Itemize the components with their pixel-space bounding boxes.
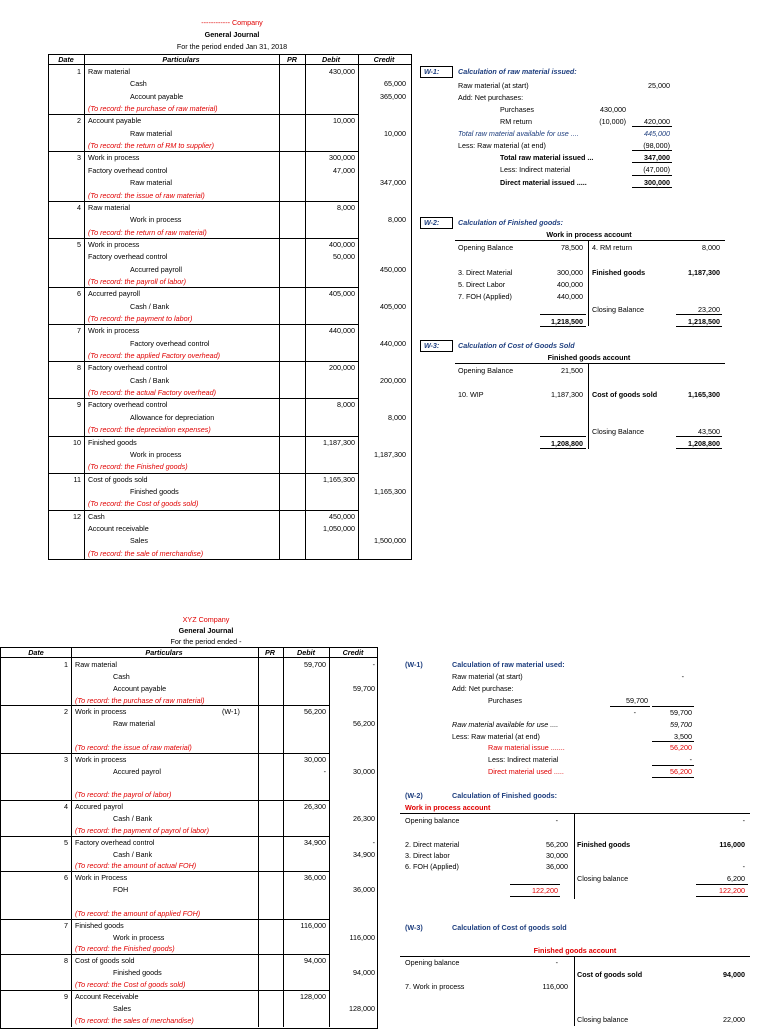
- entry-number: 6: [64, 873, 68, 882]
- debit-amount: 200,000: [329, 363, 355, 372]
- w1-label: Purchases: [500, 105, 534, 114]
- entry-number: 1: [64, 660, 68, 669]
- account-name: Cash / Bank: [130, 302, 170, 311]
- account-name: Work in process: [130, 450, 182, 459]
- account-name: Work in process: [75, 755, 127, 764]
- w1b-add: Add: Net purchase:: [452, 684, 514, 693]
- w1-title-2: Calculation of raw material used:: [452, 660, 565, 669]
- debit-amount: -: [323, 767, 326, 776]
- debit-amount: 8,000: [337, 203, 355, 212]
- account-name: Raw material: [75, 660, 117, 669]
- col-pr: PR: [287, 55, 297, 64]
- account-name: Account Receivable: [75, 992, 139, 1001]
- w3-tag: W-3:: [424, 341, 440, 350]
- entry-number: 5: [77, 240, 81, 249]
- w2-title-2: Calculation of Finished goods:: [452, 791, 558, 800]
- w2-total-left: 1,218,500: [551, 317, 583, 326]
- w1-value-b: (98,000): [643, 141, 670, 150]
- account-name: Sales: [130, 536, 148, 545]
- rule-line: [676, 448, 722, 449]
- rule-line: [48, 473, 359, 474]
- entry-number: 3: [64, 755, 68, 764]
- entry-number: 2: [77, 116, 81, 125]
- account-name: Account payable: [88, 116, 142, 125]
- w3-title: Calculation of Cost of Goods Sold: [458, 341, 575, 350]
- memo-line: (To record: the Finished goods): [75, 944, 175, 953]
- memo-line: (To record: the issue of raw material): [75, 743, 192, 752]
- w2-account-2: Work in process account: [405, 803, 491, 812]
- company-name: ------------ Company: [201, 18, 263, 27]
- credit-amount: 65,000: [384, 79, 406, 88]
- memo-line: (To record: the amount of actual FOH): [75, 861, 197, 870]
- w1b-direct: Direct material used .....: [488, 767, 564, 776]
- w2b-opening: Opening balance: [405, 816, 460, 825]
- w3b-closing-v: 22,000: [723, 1015, 745, 1024]
- w1b-net: 59,700: [670, 708, 692, 717]
- entry-number: 5: [64, 838, 68, 847]
- w2b-left-value: 30,000: [546, 851, 568, 860]
- journal-title-2: General Journal: [178, 626, 234, 635]
- journal-title: General Journal: [204, 30, 260, 39]
- memo-line: (To record: the Cost of goods sold): [75, 980, 186, 989]
- credit-amount: 8,000: [388, 413, 406, 422]
- w2b-left-label: 3. Direct labor: [405, 851, 450, 860]
- debit-amount: 56,200: [304, 707, 326, 716]
- memo-line: (To record: the depreciation expenses): [88, 425, 211, 434]
- account-name: FOH: [113, 885, 129, 894]
- memo-line: (To record: the Cost of goods sold): [88, 499, 199, 508]
- rule-line: [48, 201, 359, 202]
- rule-line: [48, 324, 359, 325]
- col-credit: Credit: [373, 55, 395, 64]
- w1-value-b: 445,000: [644, 129, 670, 138]
- credit-amount: 1,187,300: [374, 450, 406, 459]
- entry-number: 2: [64, 707, 68, 716]
- credit-amount: 128,000: [349, 1004, 375, 1013]
- rule-line: [632, 175, 672, 176]
- w2-right-value: 8,000: [702, 243, 720, 252]
- w3-tag-2: (W-3): [405, 923, 423, 932]
- w3-right-label: Closing Balance: [592, 427, 644, 436]
- rule-line: [676, 314, 722, 315]
- w2-right-value: 23,200: [698, 305, 720, 314]
- credit-amount: 347,000: [380, 178, 406, 187]
- entry-number: 1: [77, 67, 81, 76]
- rule-line: [0, 990, 330, 991]
- col-particulars-2: Particulars: [145, 648, 183, 657]
- entry-number: 12: [73, 512, 81, 521]
- w3-total-left: 1,208,800: [551, 439, 583, 448]
- w1b-less-ind-v: -: [689, 755, 692, 764]
- credit-amount: 8,000: [388, 215, 406, 224]
- account-name: Factory overhead control: [88, 166, 168, 175]
- rule-line: [48, 238, 359, 239]
- rule-line: [676, 436, 722, 437]
- credit-amount: 36,000: [353, 885, 375, 894]
- w2b-finished: Finished goods: [577, 840, 631, 849]
- memo-line: (To record: the amount of applied FOH): [75, 909, 201, 918]
- w2-left-value: 440,000: [557, 292, 583, 301]
- w2-account: Work in process account: [546, 230, 632, 239]
- account-name: Cash: [88, 512, 105, 521]
- rule-line: [48, 398, 359, 399]
- credit-amount: -: [372, 838, 375, 847]
- account-name: Account payable: [113, 684, 167, 693]
- w2-left-label: 7. FOH (Applied): [458, 292, 512, 301]
- w1b-less-ind: Less: Indirect material: [488, 755, 559, 764]
- w1-tag: W-1:: [424, 67, 440, 76]
- w3b-closing: Closing balance: [577, 1015, 629, 1024]
- account-name: Accurred payroll: [130, 265, 182, 274]
- w3-right-label: Cost of goods sold: [592, 390, 658, 399]
- period-2: For the period ended -: [170, 637, 242, 646]
- rule-line: [0, 871, 330, 872]
- account-name: Raw material: [130, 129, 172, 138]
- w1b-less-end: Less: Raw material (at end): [452, 732, 540, 741]
- debit-amount: 400,000: [329, 240, 355, 249]
- w1b-raw-start: Raw material (at start): [452, 672, 523, 681]
- memo-line: (To record: the payment to labor): [88, 314, 193, 323]
- w2b-total-right: 122,200: [719, 886, 745, 895]
- w2-left-value: 300,000: [557, 268, 583, 277]
- debit-amount: 430,000: [329, 67, 355, 76]
- memo-line: (To record: the applied Factory overhead): [88, 351, 220, 360]
- debit-amount: 50,000: [333, 252, 355, 261]
- account-name: Raw material: [130, 178, 172, 187]
- credit-amount: 405,000: [380, 302, 406, 311]
- w1b-purchases-v: 59,700: [626, 696, 648, 705]
- debit-amount: 30,000: [304, 755, 326, 764]
- w2-left-label: 3. Direct Material: [458, 268, 513, 277]
- w3-left-value: 21,500: [561, 366, 583, 375]
- memo-line: (To record: the Finished goods): [88, 462, 188, 471]
- w3-left-label: Opening Balance: [458, 366, 514, 375]
- w1-value-b: 347,000: [644, 153, 670, 162]
- rule-line: [0, 800, 330, 801]
- w1-value-b: (47,000): [643, 165, 670, 174]
- rule-line: [48, 361, 359, 362]
- entry-number: 11: [73, 475, 81, 484]
- rule-line: [48, 151, 359, 152]
- rule-line: [48, 114, 359, 115]
- account-name: Cost of goods sold: [88, 475, 148, 484]
- w3b-wip-v: 116,000: [542, 982, 568, 991]
- credit-amount: 1,500,000: [374, 536, 406, 545]
- debit-amount: 94,000: [304, 956, 326, 965]
- account-name: Work in process: [75, 707, 127, 716]
- account-name: Work in process: [88, 153, 140, 162]
- debit-amount: 59,700: [304, 660, 326, 669]
- debit-amount: 405,000: [329, 289, 355, 298]
- account-name: Account payable: [130, 92, 184, 101]
- w3b-cogs-v: 94,000: [723, 970, 745, 979]
- w1b-dash: -: [633, 708, 636, 717]
- account-name: Sales: [113, 1004, 131, 1013]
- w2b-opening-dash: -: [555, 816, 558, 825]
- account-name: Cost of goods sold: [75, 956, 135, 965]
- account-name: Allowance for depreciation: [130, 413, 215, 422]
- debit-amount: 8,000: [337, 400, 355, 409]
- entry-number: 3: [77, 153, 81, 162]
- w1-tag-2: (W-1): [405, 660, 423, 669]
- w2-left-value: 78,500: [561, 243, 583, 252]
- rule-line: [676, 326, 722, 327]
- account-name: Cash / Bank: [113, 850, 153, 859]
- w1b-purchases: Purchases: [488, 696, 522, 705]
- memo-line: (To record: the return of raw material): [88, 228, 207, 237]
- credit-amount: 94,000: [353, 968, 375, 977]
- w2b-dash2: -: [742, 862, 745, 871]
- w3-right-value: 43,500: [698, 427, 720, 436]
- account-name: Work in process: [130, 215, 182, 224]
- w1b-raw-start-v: -: [681, 672, 684, 681]
- debit-amount: 47,000: [333, 166, 355, 175]
- account-name: Finished goods: [130, 487, 179, 496]
- w3-title-2: Calculation of Cost of goods sold: [452, 923, 567, 932]
- account-name: Accurred payroll: [88, 289, 140, 298]
- working-ref: (W-1): [222, 707, 240, 716]
- col-date-2: Date: [28, 648, 44, 657]
- rule-line: [632, 187, 672, 188]
- account-name: Work in process: [113, 933, 165, 942]
- w3-left-value: 1,187,300: [551, 390, 583, 399]
- account-name: Accured payrol: [75, 802, 123, 811]
- entry-number: 4: [64, 802, 68, 811]
- credit-amount: 30,000: [353, 767, 375, 776]
- memo-line: (To record: the sale of merchandise): [88, 549, 204, 558]
- memo-line: (To record: the payment of payrol of labor): [75, 826, 209, 835]
- account-name: Factory overhead control: [88, 363, 168, 372]
- account-name: Finished goods: [75, 921, 124, 930]
- w3-right-value: 1,165,300: [688, 390, 720, 399]
- w3b-wip: 7. Work in process: [405, 982, 465, 991]
- memo-line: (To record: the payroll of labor): [88, 277, 187, 286]
- col-debit: Debit: [322, 55, 340, 64]
- credit-amount: 56,200: [353, 719, 375, 728]
- debit-amount: 34,900: [304, 838, 326, 847]
- credit-amount: 200,000: [380, 376, 406, 385]
- credit-amount: 1,165,300: [374, 487, 406, 496]
- col-date: Date: [58, 55, 74, 64]
- w1-label: RM return: [500, 117, 532, 126]
- w3b-cogs: Cost of goods sold: [577, 970, 643, 979]
- w2b-left-value: 56,200: [546, 840, 568, 849]
- w2-right-label: Finished goods: [592, 268, 646, 277]
- w1b-issue-v: 56,200: [670, 743, 692, 752]
- credit-amount: 440,000: [380, 339, 406, 348]
- w1b-issue: Raw material issue .......: [488, 743, 565, 752]
- account-name: Cash / Bank: [130, 376, 170, 385]
- company-name-2: XYZ Company: [182, 615, 230, 624]
- period: For the period ended Jan 31, 2018: [176, 42, 288, 51]
- credit-amount: -: [372, 660, 375, 669]
- account-name: Finished goods: [88, 438, 137, 447]
- debit-amount: 1,165,300: [323, 475, 355, 484]
- rule-line: [540, 326, 586, 327]
- w3-account-2: Finished goods account: [533, 946, 617, 955]
- rule-line: [0, 753, 330, 754]
- account-name: Account receivable: [88, 524, 149, 533]
- w1-value-b: 420,000: [644, 117, 670, 126]
- w3b-opening: Opening balance: [405, 958, 460, 967]
- account-name: Accured payrol: [113, 767, 161, 776]
- w1b-avail: Raw material available for use ....: [452, 720, 559, 729]
- account-name: Work in Process: [75, 873, 128, 882]
- w2-right-label: Closing Balance: [592, 305, 644, 314]
- w1b-avail-v: 59,700: [670, 720, 692, 729]
- debit-amount: 450,000: [329, 512, 355, 521]
- w3-account: Finished goods account: [547, 353, 631, 362]
- entry-number: 8: [64, 956, 68, 965]
- memo-line: (To record: the sales of merchandise): [75, 1016, 194, 1025]
- account-name: Work in process: [88, 240, 140, 249]
- credit-amount: 26,300: [353, 814, 375, 823]
- w2-tag: W-2:: [424, 218, 440, 227]
- rule-line: [48, 287, 359, 288]
- w1-label: Direct material issued .....: [500, 178, 587, 187]
- entry-number: 9: [64, 992, 68, 1001]
- rule-line: [632, 162, 672, 163]
- w2b-left-value: 36,000: [546, 862, 568, 871]
- rule-line: [540, 436, 586, 437]
- w3-left-label: 10. WIP: [458, 390, 484, 399]
- account-name: Cash: [130, 79, 147, 88]
- entry-number: 4: [77, 203, 81, 212]
- col-pr-2: PR: [265, 648, 275, 657]
- debit-amount: 128,000: [300, 992, 326, 1001]
- debit-amount: 1,050,000: [323, 524, 355, 533]
- debit-amount: 440,000: [329, 326, 355, 335]
- account-name: Factory overhead control: [130, 339, 210, 348]
- entry-number: 7: [64, 921, 68, 930]
- w1-value-a: 430,000: [600, 105, 626, 114]
- w1-value-b: 300,000: [644, 178, 670, 187]
- account-name: Raw material: [88, 67, 130, 76]
- debit-amount: 10,000: [333, 116, 355, 125]
- account-name: Raw material: [88, 203, 130, 212]
- w2-left-value: 400,000: [557, 280, 583, 289]
- rule-line: [540, 448, 586, 449]
- rule-line: [0, 705, 330, 706]
- credit-amount: 116,000: [349, 933, 375, 942]
- w3b-opening-v: -: [555, 958, 558, 967]
- w2-left-label: Opening Balance: [458, 243, 514, 252]
- memo-line: (To record: the issue of raw material): [88, 191, 205, 200]
- w2b-closing: Closing balance: [577, 874, 629, 883]
- rule-line: [0, 919, 330, 920]
- entry-number: 8: [77, 363, 81, 372]
- debit-amount: 116,000: [300, 921, 326, 930]
- account-name: Cash / Bank: [113, 814, 153, 823]
- w2-total-right: 1,218,500: [688, 317, 720, 326]
- rule-line: [540, 314, 586, 315]
- w1-label: Less: Raw material (at end): [458, 141, 546, 150]
- memo-line: (To record: the purchase of raw material): [75, 696, 205, 705]
- rule-line: [632, 150, 672, 151]
- w3-total-right: 1,208,800: [688, 439, 720, 448]
- memo-line: (To record: the actual Factory overhead): [88, 388, 216, 397]
- account-name: Cash: [113, 672, 130, 681]
- w2b-right-dash: -: [742, 816, 745, 825]
- debit-amount: 300,000: [329, 153, 355, 162]
- credit-amount: 10,000: [384, 129, 406, 138]
- memo-line: (To record: the purchase of raw material): [88, 104, 218, 113]
- w2-title: Calculation of Finished goods:: [458, 218, 564, 227]
- w2b-left-label: 2. Direct material: [405, 840, 460, 849]
- credit-amount: 34,900: [353, 850, 375, 859]
- w1-label: Total raw material issued ...: [500, 153, 594, 162]
- w2b-left-label: 6. FOH (Applied): [405, 862, 459, 871]
- w2b-closing-v: 6,200: [727, 874, 745, 883]
- entry-number: 6: [77, 289, 81, 298]
- entry-number: 10: [73, 438, 81, 447]
- account-name: Raw material: [113, 719, 155, 728]
- memo-line: (To record: the payrol of labor): [75, 790, 172, 799]
- account-name: Factory overhead control: [88, 400, 168, 409]
- credit-amount: 450,000: [380, 265, 406, 274]
- w2-right-label: 4. RM return: [592, 243, 632, 252]
- rule-line: [48, 436, 359, 437]
- rule-line: [632, 126, 672, 127]
- entry-number: 7: [77, 326, 81, 335]
- account-name: Factory overhead control: [88, 252, 168, 261]
- w2b-finished-v: 116,000: [719, 840, 745, 849]
- w1-label: Raw material (at start): [458, 81, 529, 90]
- w1-label: Less: Indirect material: [500, 165, 571, 174]
- w1-value-a: (10,000): [599, 117, 626, 126]
- w1-label: Add: Net purchases:: [458, 93, 524, 102]
- debit-amount: 1,187,300: [323, 438, 355, 447]
- w1-value-b: 25,000: [648, 81, 670, 90]
- col-credit-2: Credit: [342, 648, 364, 657]
- w1-label: Total raw material available for use ....: [458, 129, 579, 138]
- w2-right-value: 1,187,300: [688, 268, 720, 277]
- memo-line: (To record: the return of RM to supplier): [88, 141, 214, 150]
- w1b-direct-v: 56,200: [670, 767, 692, 776]
- account-name: Finished goods: [113, 968, 162, 977]
- w1-title: Calculation of raw material issued:: [458, 67, 577, 76]
- debit-amount: 36,000: [304, 873, 326, 882]
- w1b-less-end-v: 3,500: [674, 732, 692, 741]
- credit-amount: 365,000: [380, 92, 406, 101]
- rule-line: [48, 510, 359, 511]
- w2b-total-left: 122,200: [532, 886, 558, 895]
- rule-line: [0, 954, 330, 955]
- rule-line: [0, 836, 330, 837]
- w2-left-label: 5. Direct Labor: [458, 280, 506, 289]
- col-debit-2: Debit: [297, 648, 315, 657]
- entry-number: 9: [77, 400, 81, 409]
- credit-amount: 59,700: [353, 684, 375, 693]
- account-name: Factory overhead control: [75, 838, 155, 847]
- account-name: Work in process: [88, 326, 140, 335]
- col-particulars: Particulars: [162, 55, 200, 64]
- w2-tag-2: (W-2): [405, 791, 423, 800]
- debit-amount: 26,300: [304, 802, 326, 811]
